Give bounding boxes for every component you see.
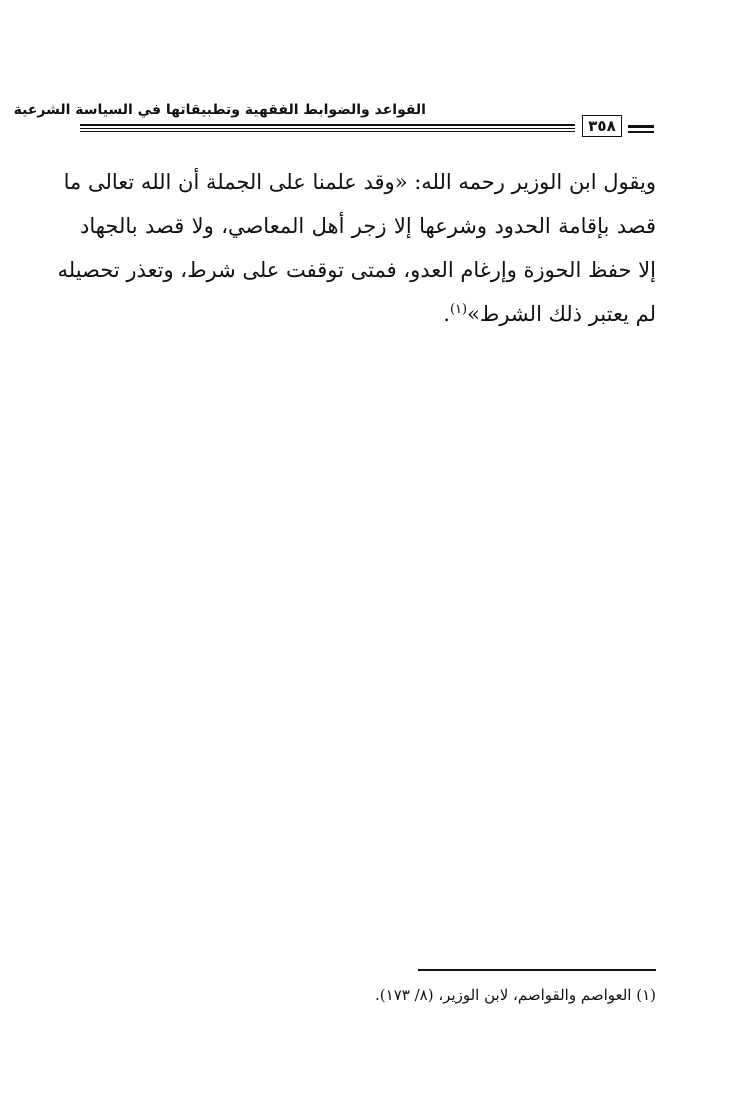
header-rule-thin: [80, 131, 575, 132]
paragraph-line: إلا حفظ الحوزة وإرغام العدو، فمتى توقفت على شرط، وتعذر تحصيله: [57, 258, 656, 282]
footnote: (١) العواصم والقواصم، لابن الوزير، (٨/ ١٧٣).: [375, 986, 656, 1004]
paragraph-line: قصد بإقامة الحدود وشرعها إلا زجر أهل المعاصي، ولا قصد بالجهاد: [80, 214, 656, 238]
running-header-title: القواعد والضوابط الفقهية وتطبيقاتها في السياسة الشرعية: [13, 102, 426, 118]
paragraph-line: ويقول ابن الوزير رحمه الله: «وقد علمنا على الجملة أن الله تعالى ما: [63, 170, 656, 194]
paragraph-end-period: .: [443, 302, 450, 326]
footnote-separator: [418, 969, 656, 971]
header-ornament-rule: [628, 131, 654, 133]
footnote-reference[interactable]: (١): [449, 302, 468, 317]
paragraph-line: [80, 292, 656, 336]
header-rule-thin: [80, 128, 575, 129]
main-paragraph: [57, 160, 656, 336]
header-rule-thick: [80, 124, 575, 126]
paragraph-line-text: لم يعتبر ذلك الشرط»: [467, 302, 656, 326]
header-ornament-rule: [628, 125, 654, 128]
page-number: ٣٥٨: [582, 115, 622, 137]
